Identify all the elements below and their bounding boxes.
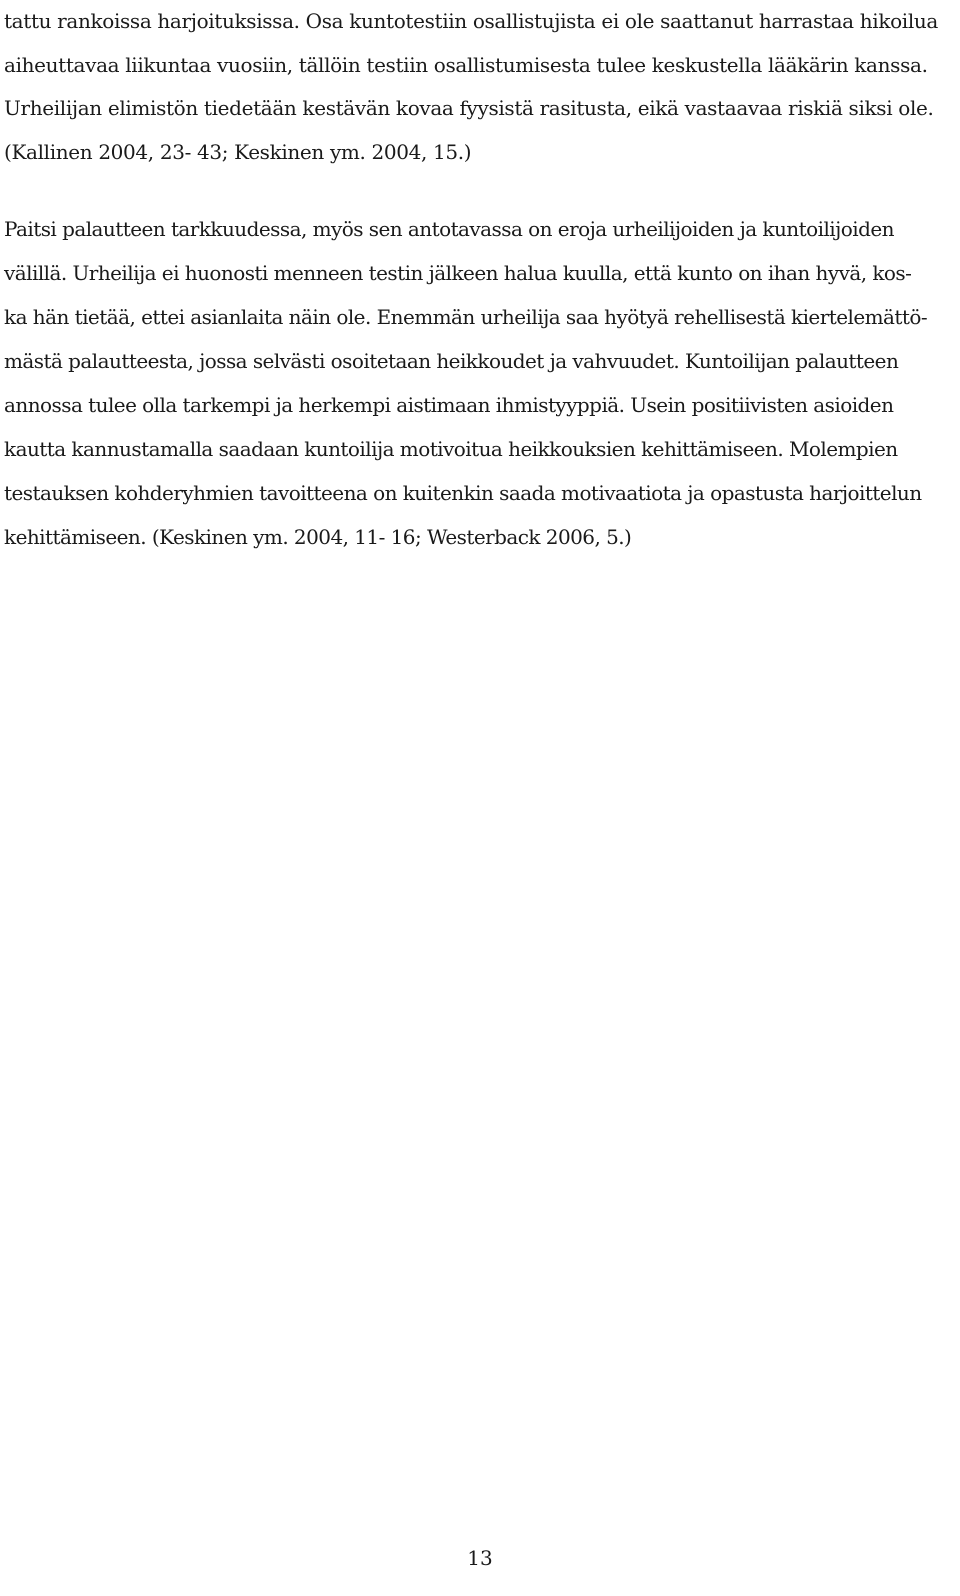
text-line: (Kallinen 2004, 23- 43; Keskinen ym. 2004, 15.) — [4, 139, 472, 164]
text-line: välillä. Urheilija ei huonosti menneen testin jälkeen halua kuulla, että kunto on ihan hyvä, kos- — [4, 261, 912, 285]
text-line: aiheuttavaa liikuntaa vuosiin, tällöin testiin osallistumisesta tulee keskustella lääkärin kanssa. — [4, 52, 928, 77]
text-line: kautta kannustamalla saadaan kuntoilija motivoitua heikkouksien kehittämiseen. Molempien — [4, 437, 898, 461]
text-line: annossa tulee olla tarkempi ja herkempi aistimaan ihmistyyppiä. Usein positiivisten asioiden — [4, 393, 894, 417]
paragraph-2 — [4, 207, 940, 559]
page-number: 13 — [467, 1546, 493, 1570]
text-line: tattu rankoissa harjoituksissa. Osa kuntotestiin osallistujista ei ole saattanut harrastaa hikoilua — [4, 9, 938, 33]
paragraph-1 — [4, 0, 940, 174]
text-line: ka hän tietää, ettei asianlaita näin ole. Enemmän urheilija saa hyötyä rehellisestä kiertelemättö- — [4, 305, 928, 329]
text-line: Paitsi palautteen tarkkuudessa, myös sen antotavassa on eroja urheilijoiden ja kuntoilijoiden — [4, 217, 895, 241]
text-line: Urheilijan elimistön tiedetään kestävän kovaa fyysistä rasitusta, eikä vastaavaa riskiä siksi ole. — [4, 96, 934, 120]
text-line: testauksen kohderyhmien tavoitteena on kuitenkin saada motivaatiota ja opastusta harjoittelun — [4, 481, 922, 505]
text-line: mästä palautteesta, jossa selvästi osoitetaan heikkoudet ja vahvuudet. Kuntoilijan palautteen — [4, 349, 899, 373]
text-line: kehittämiseen. (Keskinen ym. 2004, 11- 16; Westerback 2006, 5.) — [4, 525, 632, 549]
